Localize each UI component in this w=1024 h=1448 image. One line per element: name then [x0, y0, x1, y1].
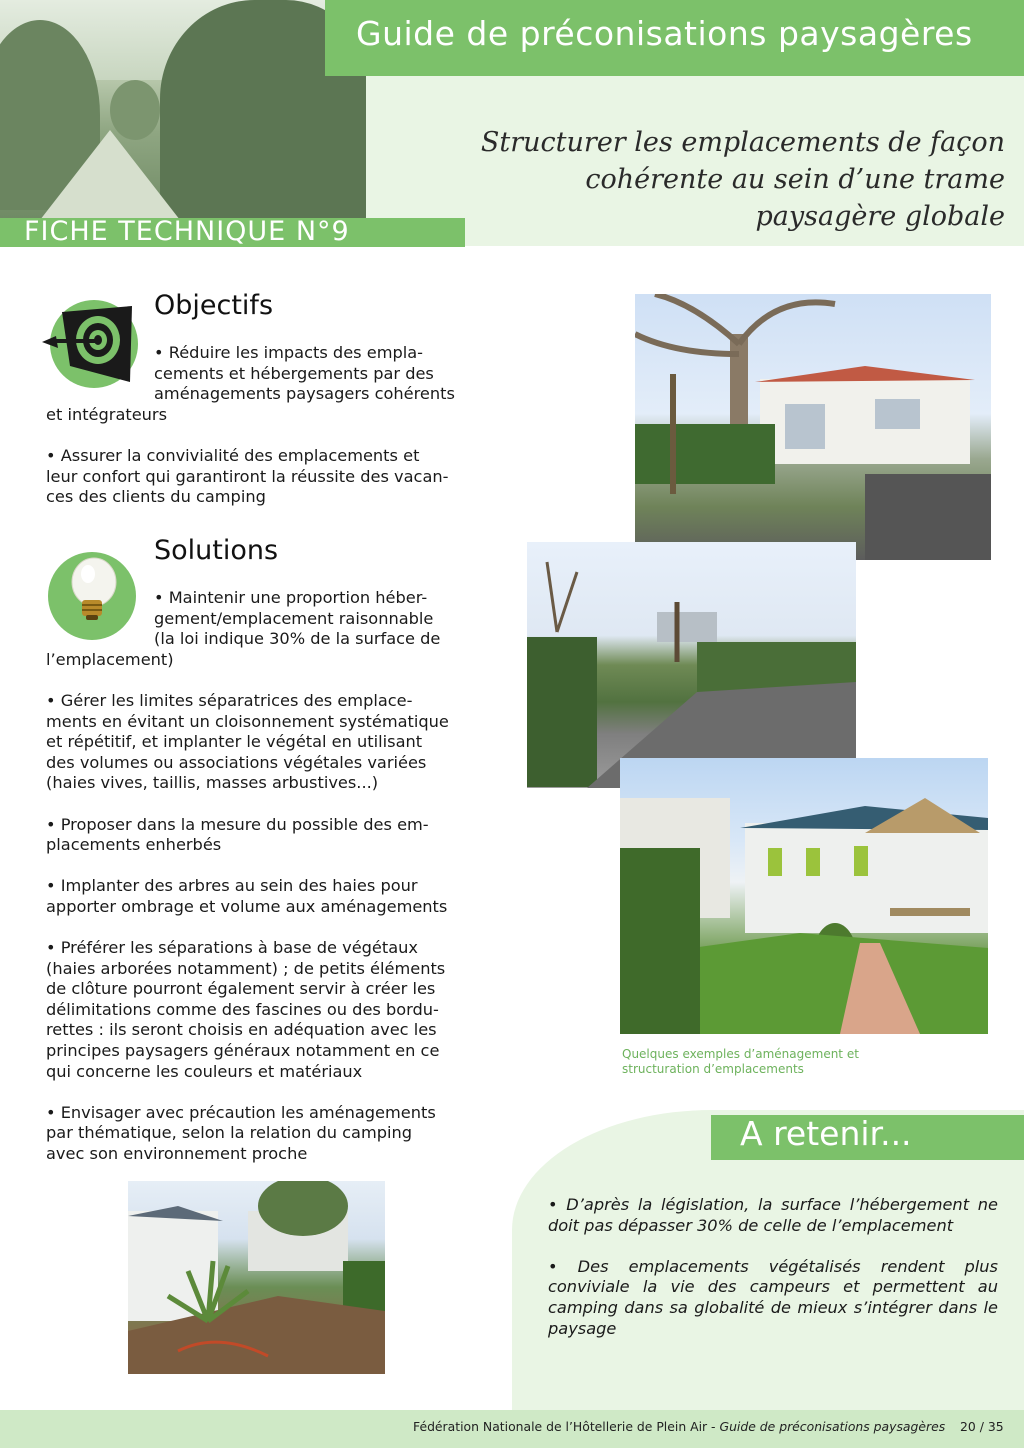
- subtitle-line: cohérente au sein d’une trame: [585, 164, 1005, 195]
- text-line: • Maintenir une proportion héber-: [154, 588, 428, 607]
- photo-mobile-home-with-lawn: [620, 758, 988, 1034]
- photo-mobile-home-with-tree: [635, 294, 991, 560]
- fiche-label: FICHE TECHNIQUE N°9: [24, 216, 350, 247]
- text-line: placements enherbés: [46, 835, 222, 855]
- objectifs-text: [46, 343, 486, 508]
- text-line: de clôture pourront également servir à créer les: [46, 979, 436, 999]
- text-line: cements et hébergements par des: [154, 363, 434, 383]
- photo-caption: [622, 1047, 859, 1076]
- objectifs-title: Objectifs: [154, 290, 274, 321]
- text-line: ces des clients du camping: [46, 487, 266, 507]
- photo-yucca-in-garden: [128, 1181, 385, 1374]
- solutions-text: [46, 588, 486, 1165]
- photo-path-with-hedges: [527, 542, 856, 788]
- text-line: (haies vives, taillis, masses arbustives...): [46, 773, 379, 793]
- retain-item: • D’après la législation, la surface l’hébergement ne doit pas dépasser 30% de celle de l’emplacement: [548, 1195, 998, 1235]
- text-line: aménagements paysagers cohérents: [154, 384, 455, 404]
- subtitle-line: Structurer les emplacements de façon: [480, 127, 1005, 158]
- text-line: principes paysagers généraux notamment en ce: [46, 1041, 440, 1061]
- text-line: par thématique, selon la relation du camping: [46, 1123, 413, 1143]
- caption-line: structuration d’emplacements: [622, 1061, 804, 1076]
- subtitle-line: paysagère globale: [755, 201, 1005, 232]
- retain-text: [548, 1195, 998, 1339]
- text-line: et répétitif, et implanter le végétal en utilisant: [46, 732, 423, 752]
- text-line: ments en évitant un cloisonnement systématique: [46, 711, 449, 731]
- text-line: (haies arborées notamment) ; de petits éléments: [46, 958, 446, 978]
- text-line: • Préférer les séparations à base de végétaux: [46, 938, 418, 958]
- page-title: Guide de préconisations paysagères: [356, 14, 973, 53]
- text-line: • Gérer les limites séparatrices des emplace-: [46, 690, 413, 710]
- text-line: gement/emplacement raisonnable: [154, 608, 434, 628]
- text-line: avec son environnement proche: [46, 1144, 308, 1164]
- text-line: qui concerne les couleurs et matériaux: [46, 1061, 363, 1081]
- text-line: • Implanter des arbres au sein des haies pour: [46, 876, 418, 896]
- retain-title: A retenir...: [740, 1114, 912, 1153]
- header-photo-camping-path: [0, 0, 366, 220]
- text-line: l’emplacement): [46, 649, 174, 669]
- text-line: leur confort qui garantiront la réussite des vacan-: [46, 466, 449, 486]
- footer-guide-title: Guide de préconisations paysagères: [719, 1419, 946, 1434]
- text-line: • Réduire les impacts des empla-: [154, 343, 424, 362]
- text-line: • Envisager avec précaution les aménagements: [46, 1102, 436, 1122]
- text-line: • Assurer la convivialité des emplacements et: [46, 445, 420, 465]
- text-line: • Proposer dans la mesure du possible des em-: [46, 814, 429, 834]
- footer-source: [413, 1419, 945, 1434]
- text-line: des volumes ou associations végétales variées: [46, 752, 427, 772]
- text-line: délimitations comme des fascines ou des bordu-: [46, 999, 439, 1019]
- retain-item: • Des emplacements végétalisés rendent plus conviviale la vie des campeurs et permettent au camping dans sa globalité de mieux s’intégrer dans le paysage: [548, 1256, 998, 1338]
- text-line: et intégrateurs: [46, 404, 168, 424]
- solutions-title: Solutions: [154, 535, 279, 566]
- caption-line: Quelques exemples d’aménagement et: [622, 1047, 859, 1061]
- text-line: (la loi indique 30% de la surface de: [154, 629, 441, 649]
- text-line: apporter ombrage et volume aux aménagements: [46, 896, 448, 916]
- page-number: 20 / 35: [960, 1419, 1004, 1434]
- page-subtitle: [470, 124, 1005, 235]
- text-line: rettes : ils seront choisis en adéquation avec les: [46, 1020, 437, 1040]
- footer-org: Fédération Nationale de l’Hôtellerie de Plein Air -: [413, 1419, 720, 1434]
